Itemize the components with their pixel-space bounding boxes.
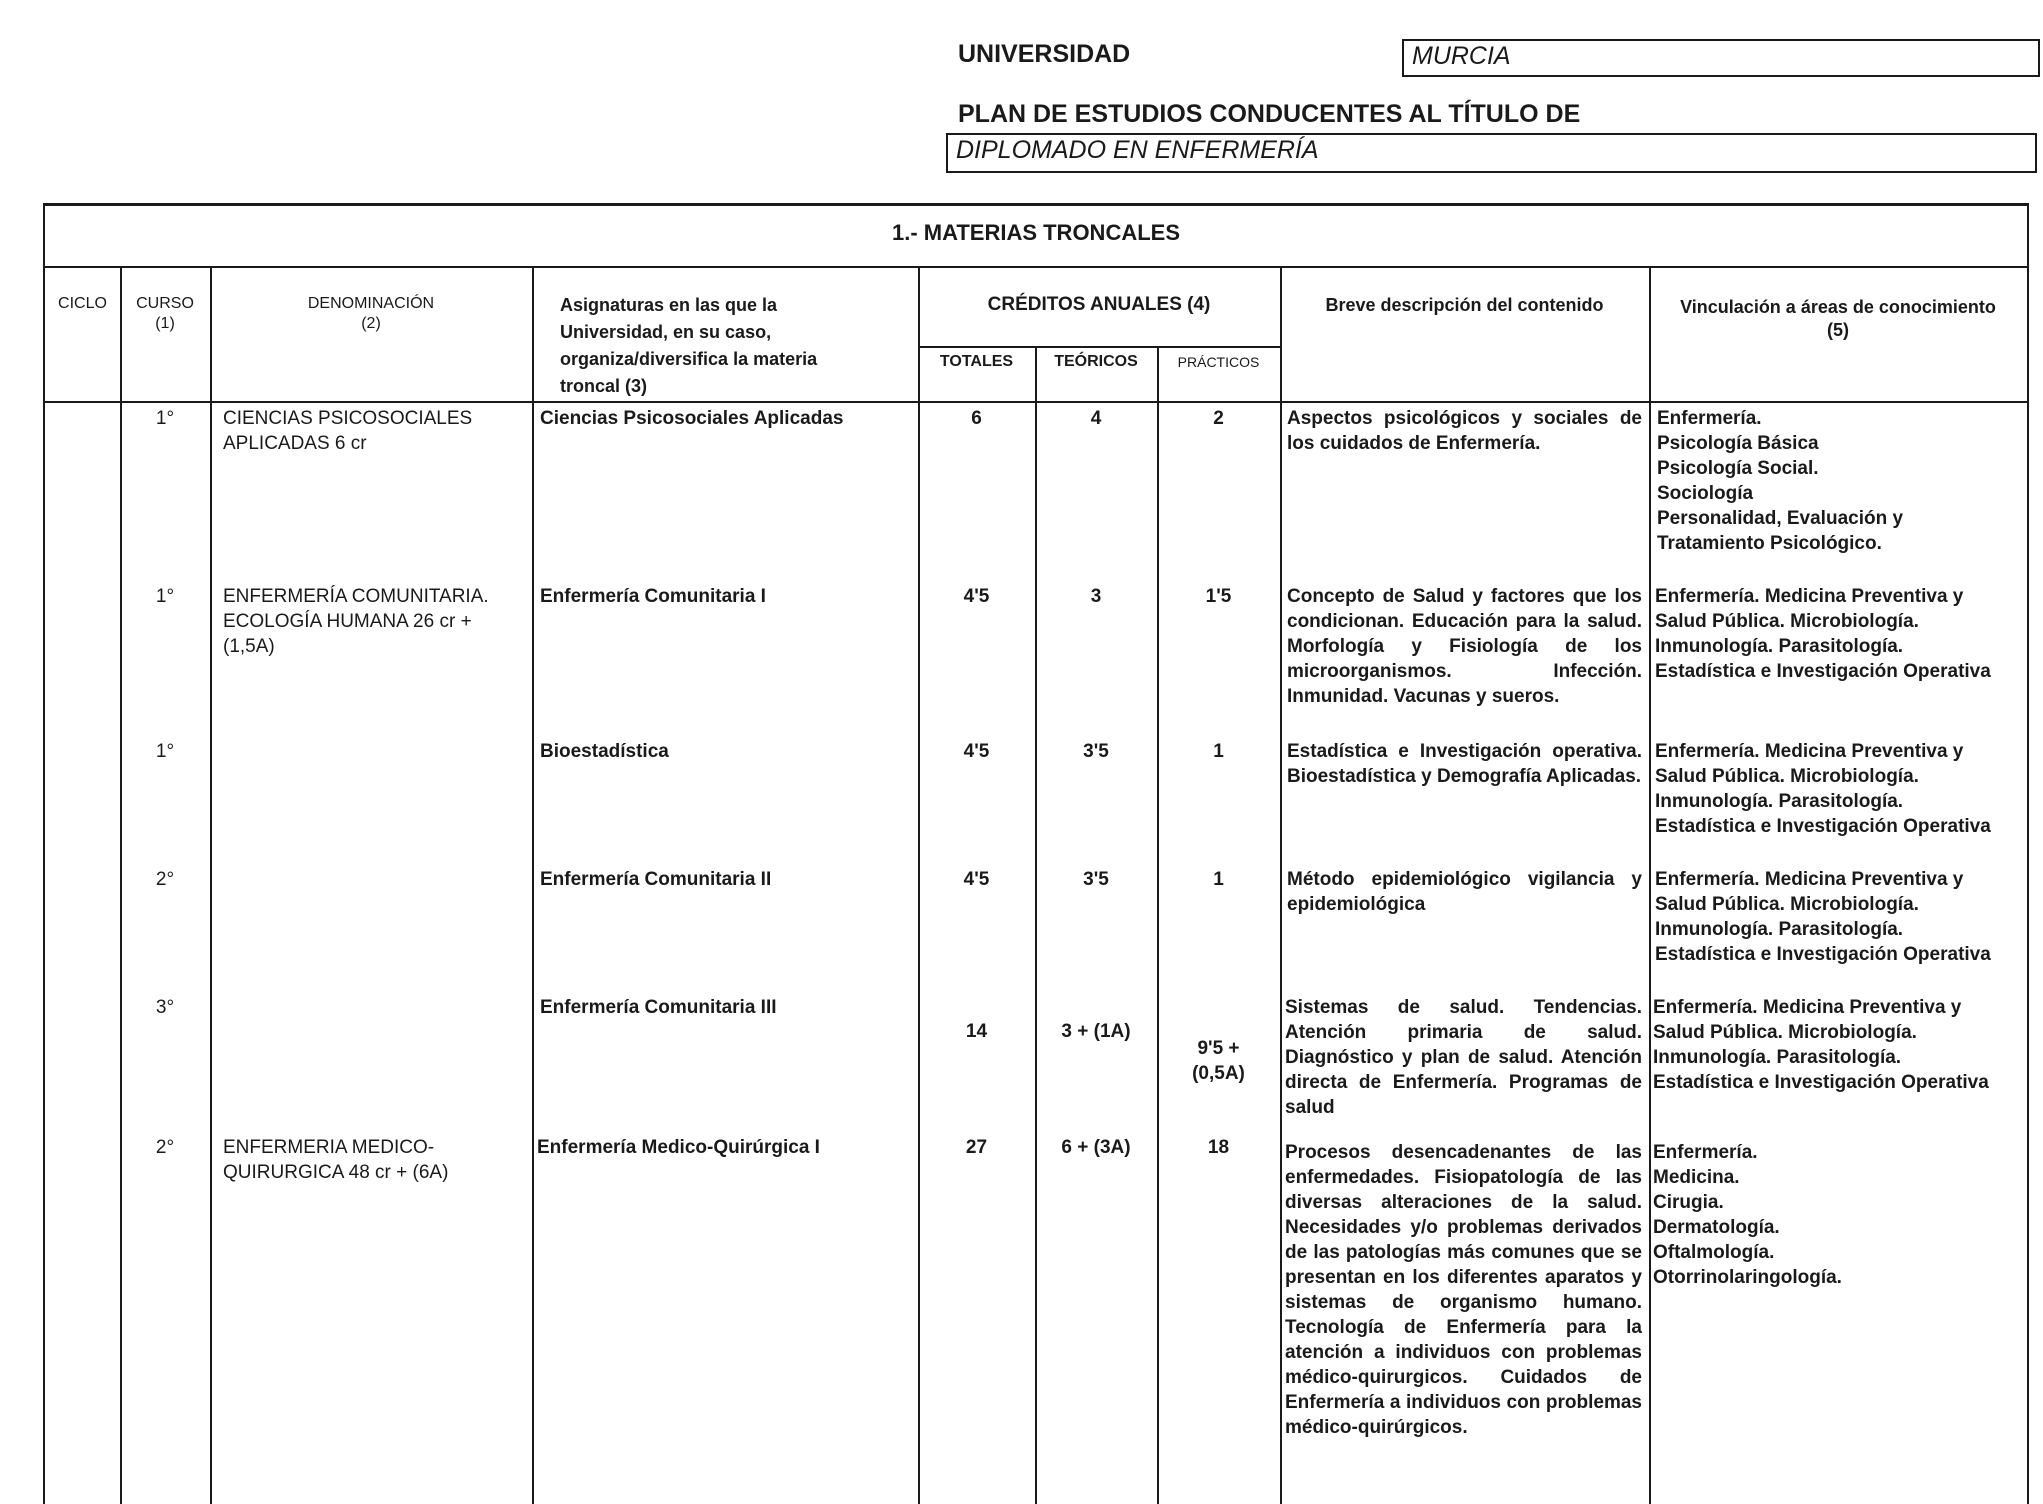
col-header-descripcion: Breve descripción del contenido <box>1325 295 1604 315</box>
row6-denominacion: ENFERMERIA MEDICO-QUIRURGICA 48 cr + (6A) <box>223 1137 449 1183</box>
col-header-teoricos: TEÓRICOS <box>1054 353 1138 370</box>
row4-practicos: 1 <box>1213 869 1224 890</box>
row5-totales: 14 <box>965 1021 988 1042</box>
row4-curso: 2° <box>155 869 175 890</box>
area-line: Tratamiento Psicológico. <box>1657 533 1882 554</box>
row1-denominacion: CIENCIAS PSICOSOCIALES APLICADAS 6 cr <box>223 408 473 454</box>
area-line: Enfermería. Medicina Preventiva y <box>1655 586 1964 607</box>
area-line: Inmunología. Parasitología. <box>1653 1047 1902 1068</box>
row1-descripcion: Aspectos psicológicos y sociales de los cuidados de Enfermería. <box>1287 408 1642 454</box>
col-header-curso-note: (1) <box>155 315 175 332</box>
row5-descripcion: Sistemas de salud. Tendencias. Atención primaria de salud. Diagnóstico y plan de salud. Atención directa de Enfermería. Programas de salud <box>1285 997 1642 1118</box>
row5-areas <box>1653 995 2025 1095</box>
row3-descripcion: Estadística e Investigación operativa. Bioestadística y Demografía Aplicadas. <box>1287 741 1642 787</box>
row2-teoricos: 3 <box>1090 586 1102 607</box>
table-title: 1.- MATERIAS TRONCALES <box>891 220 1181 245</box>
row1-totales: 6 <box>971 408 982 429</box>
area-line: Salud Pública. Microbiología. <box>1655 611 1919 632</box>
row3-practicos: 1 <box>1213 741 1224 762</box>
row5-teoricos: 3 + (1A) <box>1061 1021 1131 1042</box>
row3-curso: 1° <box>155 741 175 762</box>
row1-curso: 1° <box>155 408 175 429</box>
area-line: Enfermería. Medicina Preventiva y <box>1653 997 1962 1018</box>
col-header-asignaturas: Asignaturas en las que la Universidad, en su caso, organiza/diversifica la materia troncal (3) <box>560 295 818 396</box>
area-line: Inmunología. Parasitología. <box>1655 636 1904 657</box>
row1-teoricos: 4 <box>1090 408 1102 429</box>
row2-asignatura: Enfermería Comunitaria I <box>540 586 766 607</box>
col-header-denominacion: DENOMINACIÓN <box>307 295 435 312</box>
area-line: Enfermería. <box>1653 1142 1758 1163</box>
col-header-creditos: CRÉDITOS ANUALES (4) <box>987 294 1211 315</box>
col-header-curso: CURSO <box>136 295 194 312</box>
row3-teoricos: 3'5 <box>1083 741 1109 762</box>
area-line: Estadística e Investigación Operativa <box>1653 1072 1989 1093</box>
area-line: Cirugia. <box>1653 1192 1724 1213</box>
area-line: Estadística e Investigación Operativa <box>1655 661 1991 682</box>
area-line: Inmunología. Parasitología. <box>1655 791 1904 812</box>
area-line: Salud Pública. Microbiología. <box>1655 894 1919 915</box>
row3-areas <box>1655 739 2025 839</box>
area-line: Salud Pública. Microbiología. <box>1655 766 1919 787</box>
row5-practicos: 9'5 + (0,5A) <box>1192 1038 1245 1084</box>
area-line: Dermatología. <box>1653 1217 1780 1238</box>
materias-troncales-table <box>43 203 2029 1504</box>
row5-asignatura: Enfermería Comunitaria III <box>540 997 777 1018</box>
row2-totales: 4'5 <box>963 586 990 607</box>
area-line: Psicología Básica <box>1657 433 1819 454</box>
area-line: Enfermería. Medicina Preventiva y <box>1655 741 1964 762</box>
plan-label: PLAN DE ESTUDIOS CONDUCENTES AL TÍTULO DE <box>958 100 1581 128</box>
row3-totales: 4'5 <box>963 741 990 762</box>
area-line: Inmunología. Parasitología. <box>1655 919 1904 940</box>
row6-curso: 2° <box>155 1137 175 1158</box>
col-header-practicos: PRÁCTICOS <box>1177 354 1260 370</box>
row2-denominacion: ENFERMERÍA COMUNITARIA. ECOLOGÍA HUMANA 26 cr + (1,5A) <box>223 586 489 657</box>
row6-teoricos: 6 + (3A) <box>1061 1137 1131 1158</box>
area-line: Psicología Social. <box>1657 458 1819 479</box>
row6-areas <box>1653 1140 2025 1290</box>
university-field: MURCIA <box>1402 39 2040 77</box>
area-line: Estadística e Investigación Operativa <box>1655 816 1991 837</box>
row4-teoricos: 3'5 <box>1083 869 1109 890</box>
row2-descripcion: Concepto de Salud y factores que los condicionan. Educación para la salud. Morfología y Fisiología de los microorganismos. Infección. Inmunidad. Vacunas y sueros. <box>1287 586 1642 707</box>
area-line: Otorrinolaringología. <box>1653 1267 1842 1288</box>
col-header-denominacion-note: (2) <box>361 315 381 332</box>
col-header-ciclo: CICLO <box>58 295 107 312</box>
area-line: Estadística e Investigación Operativa <box>1655 944 1991 965</box>
col-header-vinculacion: Vinculación a áreas de conocimiento <box>1680 297 1996 317</box>
row2-practicos: 1'5 <box>1205 586 1232 607</box>
row6-totales: 27 <box>965 1137 988 1158</box>
row4-descripcion: Método epidemiológico vigilancia y epidemiológica <box>1287 869 1642 915</box>
area-line: Medicina. <box>1653 1167 1740 1188</box>
row4-asignatura: Enfermería Comunitaria II <box>540 869 772 890</box>
col-header-totales: TOTALES <box>939 353 1014 370</box>
area-line: Personalidad, Evaluación y <box>1657 508 1904 529</box>
university-label: UNIVERSIDAD <box>958 40 1131 68</box>
row2-areas <box>1655 584 2025 684</box>
row6-asignatura: Enfermería Medico-Quirúrgica I <box>537 1137 820 1158</box>
area-line: Sociología <box>1657 483 1754 504</box>
row6-practicos: 18 <box>1207 1137 1230 1158</box>
row1-practicos: 2 <box>1213 408 1224 429</box>
plan-title-field: DIPLOMADO EN ENFERMERÍA <box>946 133 2037 173</box>
col-header-vinculacion-note: (5) <box>1827 320 1849 340</box>
row4-totales: 4'5 <box>963 869 990 890</box>
row1-areas <box>1657 406 2022 556</box>
area-line: Enfermería. <box>1657 408 1762 429</box>
area-line: Oftalmología. <box>1653 1242 1775 1263</box>
row1-asignatura: Ciencias Psicosociales Aplicadas <box>540 408 844 429</box>
row6-descripcion: Procesos desencadenantes de las enfermedades. Fisiopatología de las diversas alteraciones de la salud. Necesidades y/o problemas derivados de las patologías más comunes que se presentan en los diferentes aparatos y sistemas de organismo humano. Tecnología de Enfermería para la atención a individuos con problemas médico-quirurgicos. Cuidados de Enfermería a individuos con problemas médico-quirúrgicos. <box>1285 1142 1642 1438</box>
row2-curso: 1° <box>155 586 175 607</box>
row4-areas <box>1655 867 2025 967</box>
area-line: Enfermería. Medicina Preventiva y <box>1655 869 1964 890</box>
area-line: Salud Pública. Microbiología. <box>1653 1022 1917 1043</box>
row3-asignatura: Bioestadística <box>540 741 669 762</box>
row5-curso: 3° <box>155 997 175 1018</box>
